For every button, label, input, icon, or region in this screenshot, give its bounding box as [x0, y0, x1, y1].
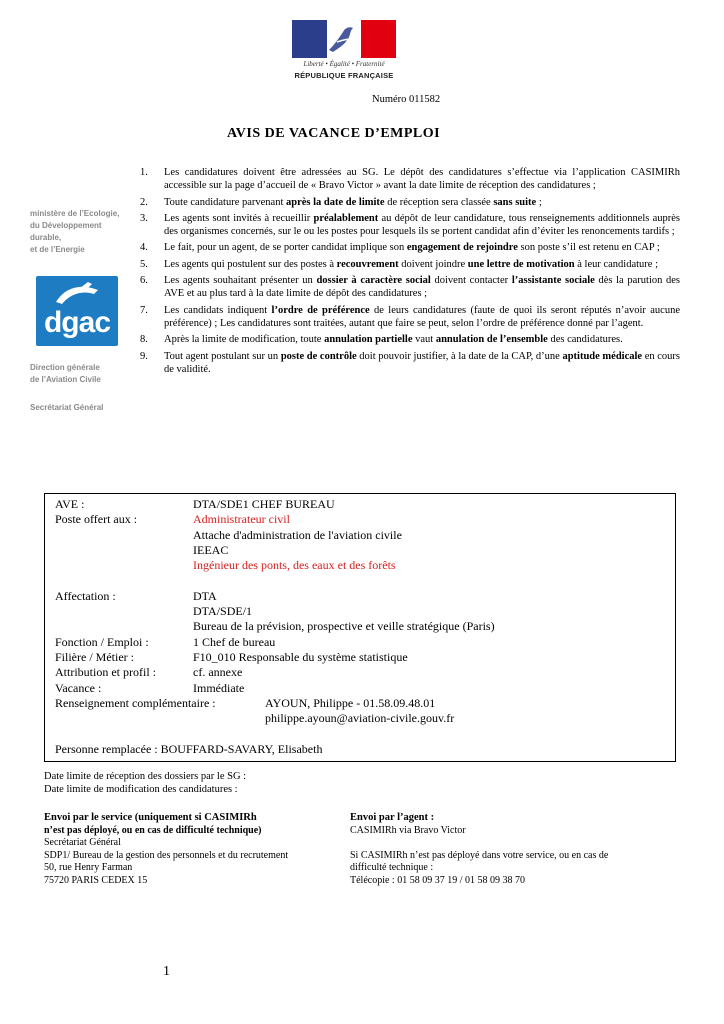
list-item-text: préalablement: [313, 212, 379, 224]
renseignement-contact: AYOUN, Philippe - 01.58.09.48.01: [265, 695, 436, 710]
envoi-service-block: [44, 812, 288, 888]
envoi-service-line: 50, rue Henry Farman: [44, 862, 133, 874]
list-item-text: ;: [536, 196, 542, 208]
dgac-logo: dgac: [36, 276, 118, 346]
vacance-value: Immédiate: [193, 680, 245, 695]
fonction-value: 1 Chef de bureau: [193, 634, 276, 649]
list-item-text: Après la limite de modification, toute: [164, 334, 325, 346]
modification-deadline: Date limite de modification des candidatures :: [44, 784, 238, 795]
list-item-text: annulation partielle: [324, 334, 413, 346]
list-item: [140, 274, 680, 301]
page-title: AVIS DE VACANCE D’EMPLOI: [227, 126, 441, 141]
ministry-label: ministère de l’Ecologie, du Développement durable, et de l’Energie: [30, 209, 120, 254]
list-item: [140, 258, 680, 271]
republic-label: RÉPUBLIQUE FRANÇAISE: [294, 71, 394, 80]
list-item-text: après la date de limite: [286, 196, 385, 208]
list-item-text: une lettre de motivation: [467, 258, 575, 270]
affectation-value: DTA/SDE/1: [193, 604, 253, 619]
page-number: 1: [163, 964, 170, 979]
marianne-flag-icon: [292, 20, 396, 58]
affectation-value: DTA: [193, 588, 217, 603]
envoi-service-title: Envoi par le service (uniquement si CASIMIRh: [44, 812, 257, 823]
list-item-text: Les agents souhaitant présenter un: [164, 275, 317, 287]
list-item-text: dossier à caractère social: [316, 275, 431, 287]
list-item: [140, 212, 680, 239]
filiere-value: F10_010 Responsable du système statistique: [193, 650, 408, 664]
list-item-text: des candidatures.: [547, 334, 623, 346]
list-item-text: à leur candidature ;: [574, 258, 658, 270]
instructions-list: [140, 166, 680, 379]
list-item-text: l’assistante sociale: [511, 275, 595, 287]
affectation-value: Bureau de la prévision, prospective et veille stratégique (Paris): [193, 619, 495, 634]
ave-value: DTA/SDE1 CHEF BUREAU: [193, 497, 335, 511]
list-item-text: Les candidats indiquent: [164, 304, 272, 316]
list-item-text: engagement de rejoindre: [406, 242, 518, 254]
list-item-number: 6.: [140, 275, 148, 287]
poste-value: Ingénieur des ponts, des eaux et des forêts: [193, 558, 396, 573]
republique-francaise-logo: [292, 20, 396, 84]
renseignement-label: Renseignement complémentaire :: [55, 695, 216, 710]
envoi-service-line: 75720 PARIS CEDEX 15: [44, 874, 148, 886]
list-item-text: doivent joindre: [398, 258, 468, 270]
list-item-text: l’ordre de préférence: [271, 304, 370, 316]
list-item-text: de leurs candidatures (faute de quoi ils seront réputés n’avoir aucune préférence) ; Les candidatures sont traitées, autant que faire se peut, selon l’ordre de préférence donné par l’agent.: [164, 304, 680, 329]
list-item-number: 5.: [140, 258, 148, 270]
list-item-text: au dépôt de leur candidature, tous renseignements additionnels auprès des organismes concernés, sur le ou les postes pour lesquels ils se portent candidat afin d’éviter les renoncements tardifs ;: [164, 212, 680, 238]
list-item: [140, 166, 680, 193]
list-item: [140, 196, 680, 209]
list-item-text: son poste s’il est retenu en CAP ;: [517, 242, 660, 254]
affectation-label: Affectation :: [55, 588, 116, 603]
ave-label: AVE :: [55, 497, 85, 511]
poste-value: Attache d'administration de l'aviation civile: [193, 527, 402, 542]
list-item-text: de réception sera classée: [384, 196, 494, 208]
list-item-text: doivent contacter: [430, 275, 512, 287]
envoi-agent-block: [350, 812, 608, 888]
vacance-label: Vacance :: [55, 680, 102, 695]
list-item-text: Les candidatures doivent être adressées au SG. Le dépôt des candidatures s’effectue via l’application CASIMIRh accessible sur la page d’accueil de « Bravo Victor » avant la date limite de réception des candidatures ;: [164, 167, 680, 192]
attribution-label: Attribution et profil :: [55, 665, 156, 680]
list-item-text: recouvrement: [336, 258, 399, 270]
list-item-number: 2.: [140, 196, 148, 208]
envoi-agent-line: Si CASIMIRh n’est pas déployé dans votre service, ou en cas de: [350, 849, 609, 861]
list-item-text: annulation de l’ensemble: [435, 334, 548, 346]
list-item: [140, 241, 680, 254]
document-number: Numéro 011582: [372, 94, 441, 105]
list-item-text: dès la parution des AVE et au plus tard à la date limite de dépôt des candidatures ;: [164, 275, 681, 300]
list-item-number: 3.: [140, 212, 148, 224]
filiere-label: Filière / Métier :: [55, 650, 134, 664]
secretariat-label: Secrétariat Général: [30, 403, 104, 412]
envoi-service-subtitle: n’est pas déployé, ou en cas de difficulté technique): [44, 824, 262, 836]
envoi-service-line: Secrétariat Général: [44, 837, 121, 849]
list-item-number: 1.: [140, 167, 148, 178]
vacancy-details-box: [44, 493, 676, 762]
list-item-text: Les agents qui postulent sur des postes à: [164, 258, 337, 270]
list-item-text: sans suite: [493, 196, 537, 208]
list-item-number: 8.: [140, 334, 148, 346]
envoi-agent-title: Envoi par l’agent :: [350, 812, 435, 823]
list-item-number: 9.: [140, 350, 148, 362]
poste-label: Poste offert aux :: [55, 512, 138, 527]
envoi-service-line: SDP1/ Bureau de la gestion des personnels et du recrutement: [44, 849, 289, 861]
poste-value: IEEAC: [193, 542, 229, 557]
deadlines: [44, 770, 246, 796]
list-item-text: doit pouvoir justifier, à la date de la CAP, d’une: [356, 350, 563, 362]
reception-deadline: Date limite de réception des dossiers par le SG :: [44, 771, 247, 782]
list-item-text: aptitude médicale: [562, 350, 643, 362]
list-item-text: poste de contrôle: [280, 350, 357, 362]
list-item-text: en cours de validité.: [164, 350, 680, 375]
list-item-text: Les agents sont invités à recueillir: [164, 212, 314, 224]
list-item-text: vaut: [412, 334, 436, 346]
personne-remplacee: Personne remplacée : BOUFFARD-SAVARY, Elisabeth: [55, 741, 323, 756]
motto: Liberté • Égalité • Fraternité: [303, 60, 385, 68]
renseignement-email: philippe.ayoun@aviation-civile.gouv.fr: [265, 711, 455, 726]
attribution-value: cf. annexe: [193, 665, 243, 680]
list-item-text: Le fait, pour un agent, de se porter candidat implique son: [164, 242, 407, 254]
list-item: [140, 350, 680, 377]
envoi-agent-line: Télécopie : 01 58 09 37 19 / 01 58 09 38 70: [350, 874, 525, 886]
direction-label: Direction générale de l’Aviation Civile: [30, 363, 101, 384]
fonction-label: Fonction / Emploi :: [55, 634, 149, 649]
poste-value: Administrateur civil: [193, 512, 290, 527]
envoi-agent-line: CASIMIRh via Bravo Victor: [350, 824, 466, 836]
list-item-text: Toute candidature parvenant: [164, 196, 287, 208]
list-item-text: Tout agent postulant sur un: [164, 350, 281, 362]
list-item: [140, 333, 680, 346]
list-item-number: 4.: [140, 242, 148, 254]
envoi-agent-line: difficulté technique :: [350, 862, 434, 874]
list-item: [140, 304, 680, 331]
list-item-number: 7.: [140, 304, 148, 316]
